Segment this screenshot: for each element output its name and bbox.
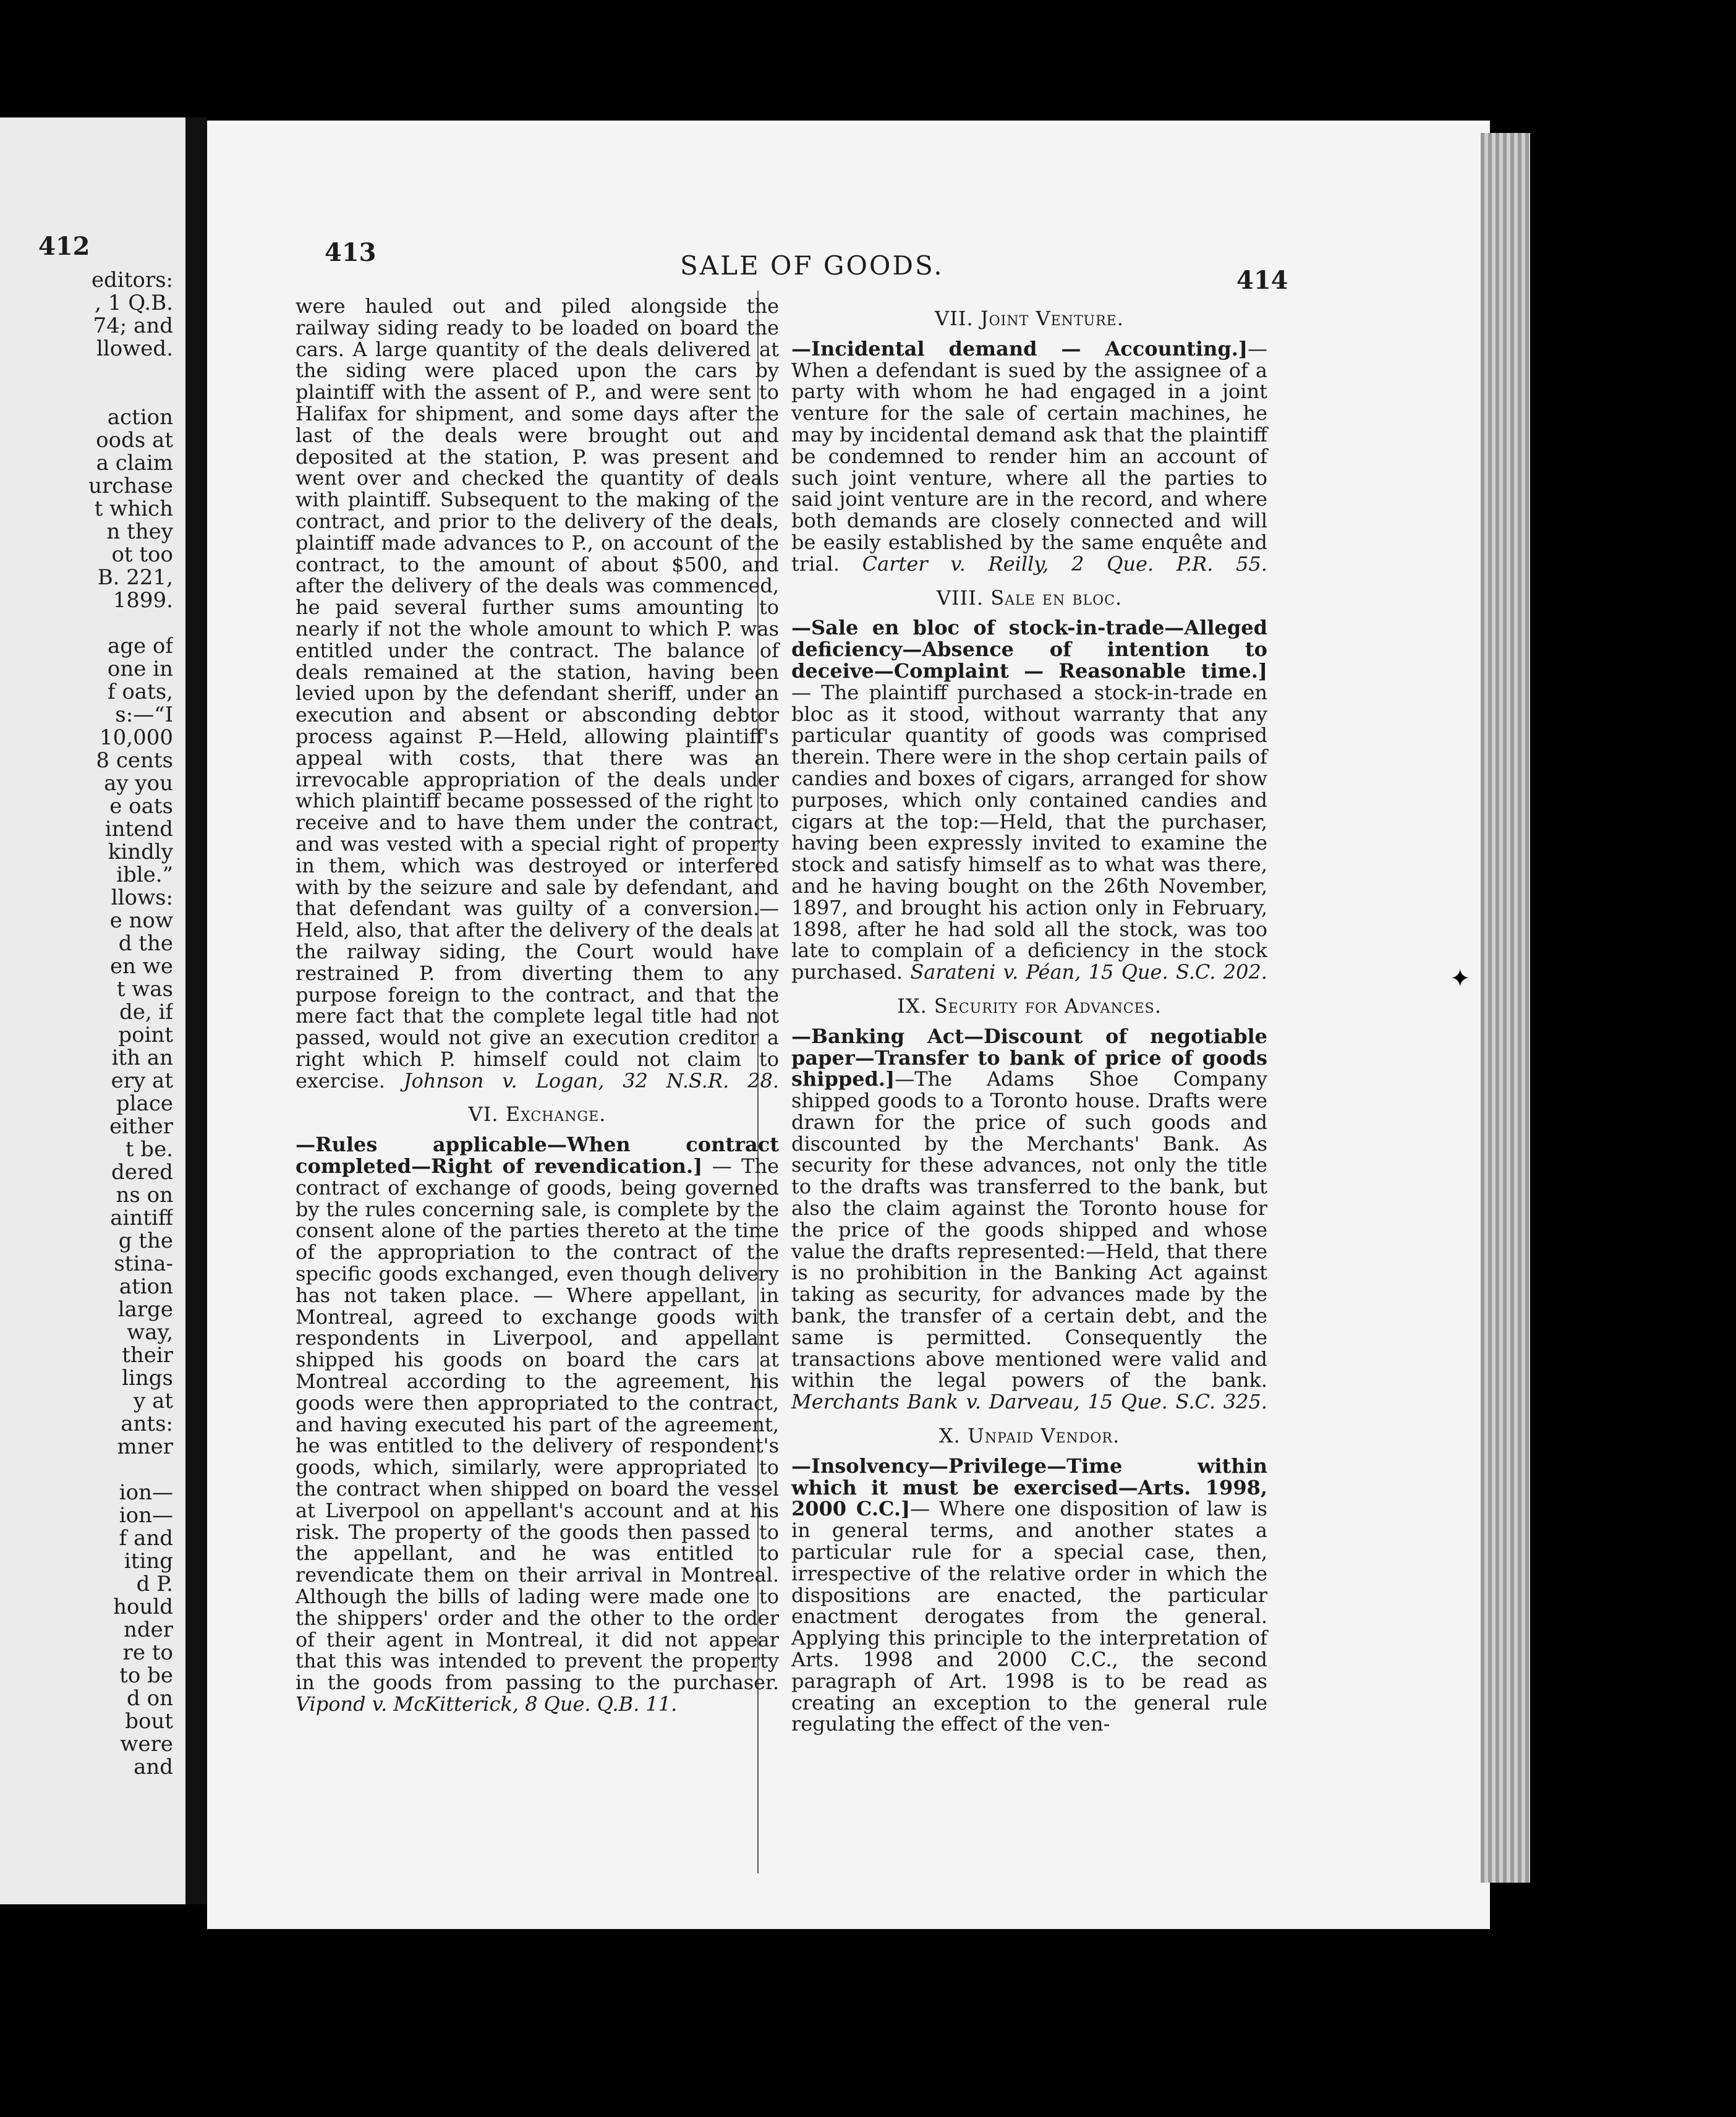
text: —When a defendant is sued by the assignee of a party with whom he had engaged in a joint venture for the sale of certain machines, he may by incidental demand ask that the plaintiff be condemned to render him an account of such joint venture, where all the parties to said joint venture are in the record, and where both demands are closely connected and will be easily established by the same enquête and trial. [791, 336, 1267, 576]
catchwords: —Banking Act—Discount of negotiable paper—Transfer to bank of price of goods shipped.] [791, 1024, 1267, 1091]
paragraph-unpaid-vendor [791, 1455, 1267, 1735]
left-fragment-line: 8 cents [96, 749, 173, 772]
left-fragment-line: ery at [111, 1070, 173, 1093]
left-fragment-line: oods at [96, 429, 173, 452]
paragraph-security [791, 1026, 1267, 1413]
text: — The contract of exchange of goods, being governed by the rules concerning sale, is complete by the consent alone of the parties thereto at the time of the appropriation to the contract of the specific goods exchanged, even though delivery has not taken place. — Where appellant, in Montreal, agreed to exchange goods with respondents in Liverpool, and appellant shipped his goods on board the cars at Montreal according to the agreement, his goods were then appropriated to the contract, and having executed his part of the agreement, he was entitled to the delivery of respondent's goods, which, similarly, were appropriated to the contract when shipped on board the vessel at Liverpool on appellant's account and at his risk. The property of the goods then passed to the appellant, and he was entitled to revendicate them on their arrival in Montreal. Although the bills of lading were made one to the shippers' order and the other to the order of their agent in Montreal, it did not appear that this was intended to prevent the property in the goods from passing to the purchaser. [296, 1154, 779, 1695]
left-fragment-line: ible.” [116, 864, 173, 887]
left-fragment-line: large [117, 1298, 173, 1321]
left-fragment-line: d P. [136, 1573, 173, 1596]
heading-exchange: VI. Exchange. [468, 1102, 606, 1127]
citation: Carter v. Reilly, 2 Que. P.R. 55. [862, 552, 1268, 576]
left-fragment-line: dered [111, 1161, 173, 1184]
left-fragment-line [0, 383, 173, 406]
left-fragment-line: ot too [111, 543, 173, 566]
text: — Where one disposition of law is in general terms, and another states a particular rule for a special case, then, irrespective of the relative order in which the dispositions are enacted, the particular enactment derogates from the general. Applying this principle to the interpretation of Arts. 1998 and 2000 C.C., the second paragraph of Art. 1998 is to be read as creating an exception to the general rule regulating the effect of the ven- [791, 1497, 1268, 1736]
left-fragment-line: ion— [119, 1504, 173, 1527]
left-fragment-line: and [134, 1756, 173, 1779]
left-fragment-line: a claim [96, 452, 173, 475]
left-fragment-line: ation [119, 1276, 173, 1298]
running-head: SALE OF GOODS. [680, 250, 944, 281]
citation: Sarateni v. Péan, 15 Que. S.C. 202. [910, 960, 1268, 984]
left-fragment-line: bout [125, 1710, 173, 1733]
left-fragment-line: editors: [91, 269, 173, 292]
heading-sale-en-bloc: VIII. Sale en bloc. [936, 586, 1123, 610]
left-fragment-line: y at [134, 1390, 173, 1413]
left-fragment-line: llowed. [96, 338, 173, 360]
left-page-fragments [0, 269, 173, 1779]
left-fragment-line: hould [113, 1596, 173, 1619]
left-fragment-line: intend [104, 818, 173, 841]
left-fragment-line: f and [119, 1527, 173, 1550]
citation: Merchants Bank v. Darveau, 15 Que. S.C. 325. [791, 1390, 1267, 1414]
left-fragment-line: ay you [104, 772, 173, 795]
left-fragment-line: to be [119, 1664, 173, 1687]
left-fragment-line: ants: [121, 1413, 173, 1436]
paragraph-sale-en-bloc [791, 617, 1267, 983]
left-fragment-line: e now [109, 909, 173, 932]
left-fragment-line: mner [117, 1436, 173, 1459]
left-fragment-line: lings [122, 1367, 173, 1390]
left-fragment-line: 10,000 [100, 726, 173, 749]
text: were hauled out and piled alongside the railway siding ready to be loaded on board the cars. A large quantity of the deals delivered at the siding were placed upon the cars by plaintiff with the assent of P., and were sent to Halifax for shipment, and some days after the last of the deals were brought out and deposited at the station, P. was present and went over and checked the quantity of deals with plaintiff. Subsequent to the making of the contract, and prior to the delivery of the deals, plaintiff made advances to P., on account of the contract, to the amount of about $500, and after the delivery of the deals was commenced, he paid several further sums amounting to nearly if not the whole amount to which P. was entitled under the contract. The balance of deals remained at the station, having been levied upon by the defendant sheriff, under an execution and absent or absconding debtor process against P.—Held, allowing plaintiff's appeal with costs, that there was an irrevocable appropriation of the deals under which plaintiff became possessed of the right to receive and to have them under the contract, and was vested with a special right of property in them, which was destroyed or interfered with by the seizure and sale by defendant, and that defendant was guilty of a conversion.—Held, also, that after the delivery of the deals at the railway siding, the Court would have restrained P. from diverting them to any purpose foreign to the contract, and that the mere fact that the complete legal title had not passed, would not give an execution creditor a right which P. himself could not claim to exercise. [296, 294, 779, 1093]
citation: Johnson v. Logan, 32 N.S.R. 28. [403, 1068, 780, 1093]
left-fragment-line: llows: [111, 887, 173, 909]
heading-unpaid-vendor: X. Unpaid Vendor. [938, 1424, 1120, 1448]
left-fragment-line: t which [94, 498, 173, 521]
left-page-number: 412 [38, 232, 90, 261]
left-fragment-line: ith an [111, 1047, 173, 1070]
column-2 [791, 308, 1267, 1735]
left-fragment-line: de, if [119, 1001, 173, 1024]
left-fragment-line: kindly [108, 841, 173, 864]
heading-joint-venture: VII. Joint Venture. [935, 307, 1124, 330]
catchwords: —Incidental demand — Accounting.] [791, 336, 1248, 360]
column-1 [296, 296, 779, 1715]
catchwords: —Insolvency—Privilege—Time within which it must be exercised—Arts. 1998, 2000 C.C.] [791, 1454, 1267, 1521]
left-fragment-line: d the [118, 932, 173, 955]
left-fragment-line: nder [123, 1619, 173, 1642]
heading-security: IX. Security for Advances. [897, 994, 1162, 1018]
page-number-right: 414 [1236, 266, 1288, 295]
left-fragment-line: urchase [88, 475, 173, 498]
left-fragment-line: f oats, [107, 681, 173, 704]
left-fragment-line: their [122, 1344, 173, 1367]
left-fragment-line: n they [106, 521, 173, 543]
ink-mark-icon: ✦ [1450, 965, 1471, 993]
paragraph-exchange [296, 1134, 779, 1715]
left-fragment-line: one in [107, 658, 173, 681]
left-fragment-line: s:—“I [115, 704, 173, 726]
left-fragment-line: , 1 Q.B. [95, 292, 173, 315]
left-fragment-line: either [109, 1115, 173, 1138]
left-fragment-line: t was [116, 978, 173, 1001]
left-fragment-line: stina- [114, 1253, 173, 1276]
page-edges [1481, 133, 1530, 1883]
paragraph-deals [296, 296, 779, 1091]
left-fragment-line: were [120, 1733, 173, 1756]
citation: Vipond v. McKitterick, 8 Que. Q.B. 11. [296, 1692, 678, 1716]
text: —The Adams Shoe Company shipped goods to a Toronto house. Drafts were drawn for the price of such goods and discounted by the Merchants' Bank. As security for these advances, not only the title to the drafts was transferred to the bank, but also the claim against the Toronto house for the price of the goods shipped and whose value the drafts represented:—Held, that there is no prohibition in the Banking Act against taking as security, for advances made by the bank, the transfer of a certain debt, and the same is permitted. Consequently the transactions above mentioned were valid and within the legal powers of the bank. [791, 1067, 1267, 1392]
book-gutter [185, 117, 207, 1904]
left-fragment-line: aintiff [110, 1207, 173, 1230]
left-fragment-line: action [107, 406, 173, 429]
left-fragment-line [0, 1459, 173, 1481]
left-fragment-line: 74; and [93, 315, 173, 338]
page-number-left: 413 [325, 238, 377, 267]
left-fragment-line: d on [127, 1687, 173, 1710]
left-fragment-line: 1899. [113, 589, 173, 612]
catchwords: —Sale en bloc of stock-in-trade—Alleged deficiency—Absence of intention to deceive—Complaint — Reasonable time.] [791, 616, 1267, 683]
left-fragment-line: B. 221, [97, 566, 173, 589]
left-fragment-line: ion— [119, 1481, 173, 1504]
left-fragment-line [0, 360, 173, 383]
left-fragment-line: place [116, 1093, 173, 1115]
left-fragment-line: point [118, 1024, 173, 1047]
catchwords: —Rules applicable—When contract completed—Right of revendication.] [296, 1133, 779, 1178]
left-fragment-line: ns on [116, 1184, 173, 1207]
left-fragment-line: en we [109, 955, 173, 978]
left-fragment-line: age of [107, 635, 173, 658]
left-fragment-line [0, 612, 173, 635]
left-fragment-line: t be. [125, 1138, 173, 1161]
left-fragment-line: e oats [109, 795, 173, 818]
paragraph-joint-venture [791, 338, 1267, 575]
text: — The plaintiff purchased a stock-in-trade en bloc as it stood, without warranty that any particular quantity of goods was comprised therein. There were in the shop certain pails of candies and boxes of cigars, arranged for show purposes, which only contained candies and cigars at the top:—Held, that the purchaser, having been expressly invited to examine the stock and satisfy himself as to what was there, and he having bought on the 26th November, 1897, and brought his action only in February, 1898, after he had sold all the stock, was too late to complain of a deficiency in the stock purchased. [791, 680, 1267, 984]
left-fragment-line: iting [124, 1550, 173, 1573]
left-fragment-line: way, [127, 1321, 173, 1344]
left-fragment-line: g the [118, 1230, 173, 1253]
left-fragment-line: re to [122, 1642, 173, 1664]
